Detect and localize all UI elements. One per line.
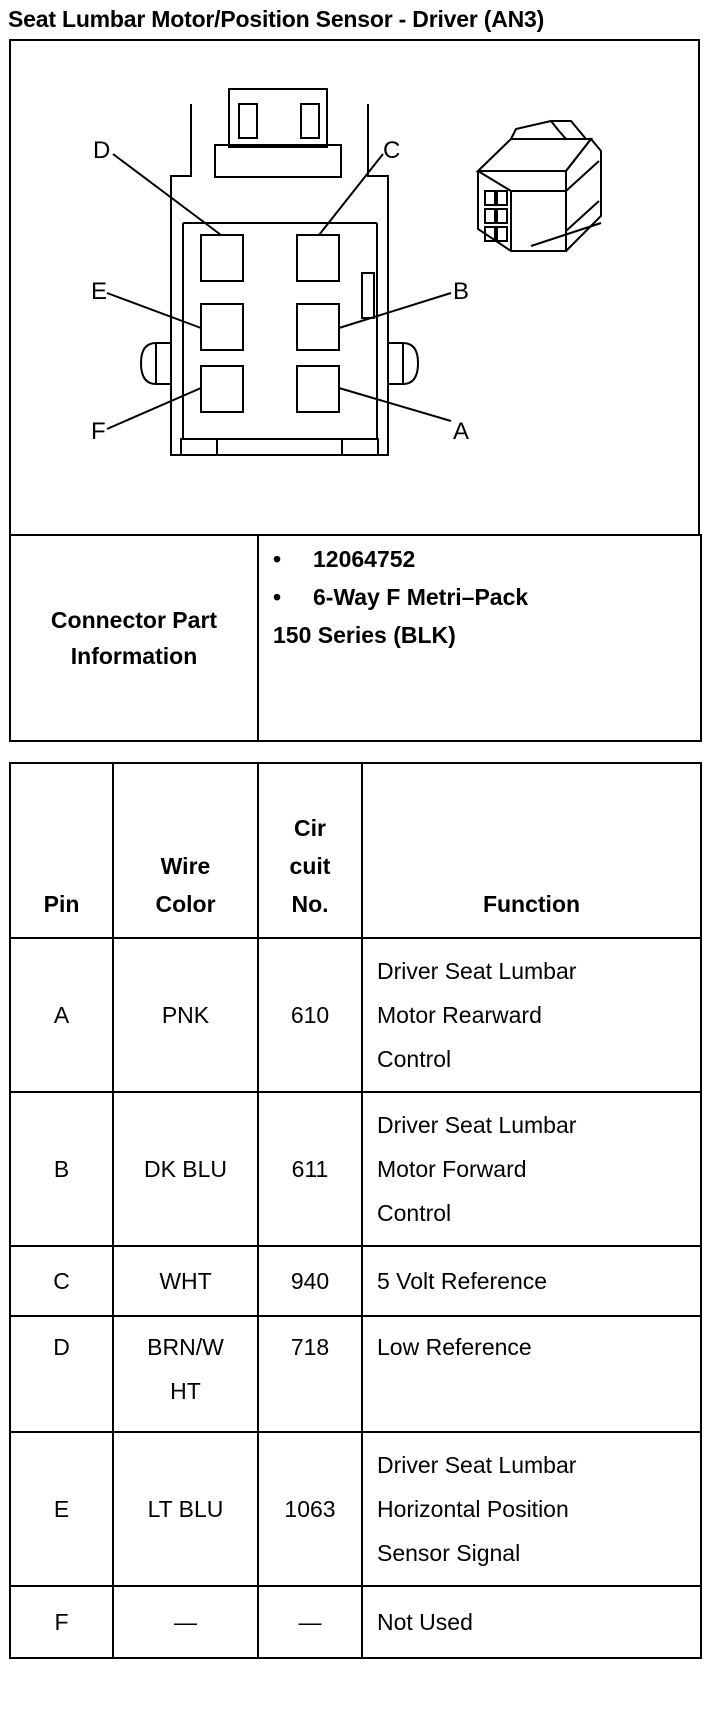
pin-label-e: E xyxy=(91,278,108,305)
table-row xyxy=(10,1316,701,1432)
wire-color-cell: — xyxy=(113,1586,258,1658)
pin-label-f: F xyxy=(91,418,106,445)
table-row xyxy=(10,938,701,1092)
pinout-table xyxy=(9,762,702,1659)
cavity-a xyxy=(297,366,339,412)
circuit-cell: — xyxy=(258,1586,362,1658)
circuit-cell: 1063 xyxy=(258,1432,362,1586)
function-cell: Driver Seat Lumbar Motor Forward Control xyxy=(362,1092,701,1246)
connector-part-label: Connector Part Information xyxy=(10,535,258,741)
pin-label-a: A xyxy=(453,418,470,445)
header-circuit-no: Cir cuit No. xyxy=(258,763,362,938)
connector-type: • 6-Way F Metri–Pack xyxy=(273,584,529,610)
wire-color-cell: PNK xyxy=(113,938,258,1092)
wire-color-cell: BRN/W HT xyxy=(113,1316,258,1432)
pinout-header-row xyxy=(10,763,701,938)
page-title: Seat Lumbar Motor/Position Sensor - Driver (AN3) xyxy=(8,6,545,32)
connector-part-value xyxy=(258,535,701,741)
wire-color-cell: LT BLU xyxy=(113,1432,258,1586)
pin-cell: F xyxy=(10,1586,113,1658)
pin-cell: B xyxy=(10,1092,113,1246)
header-function: Function xyxy=(362,763,701,938)
cavity-c xyxy=(297,235,339,281)
pin-cell: A xyxy=(10,938,113,1092)
cavity-b xyxy=(297,304,339,350)
pin-cell: C xyxy=(10,1246,113,1316)
pin-label-b: B xyxy=(453,278,470,305)
connector-face-view xyxy=(11,41,698,536)
function-cell: 5 Volt Reference xyxy=(362,1246,701,1316)
table-row xyxy=(10,1246,701,1316)
cavity-d xyxy=(201,235,243,281)
wire-color-cell: WHT xyxy=(113,1246,258,1316)
pin-label-c: C xyxy=(383,137,401,164)
cavity-f xyxy=(201,366,243,412)
table-row xyxy=(10,1092,701,1246)
circuit-cell: 940 xyxy=(258,1246,362,1316)
connector-iso-view xyxy=(478,121,601,251)
connector-info-table xyxy=(9,534,702,742)
circuit-cell: 610 xyxy=(258,938,362,1092)
connector-sheet xyxy=(9,39,700,1720)
function-cell: Driver Seat Lumbar Motor Rearward Control xyxy=(362,938,701,1092)
function-cell: Not Used xyxy=(362,1586,701,1658)
connector-diagram xyxy=(9,39,700,536)
circuit-cell: 611 xyxy=(258,1092,362,1246)
pin-cell: E xyxy=(10,1432,113,1586)
function-cell: Driver Seat Lumbar Horizontal Position Sensor Signal xyxy=(362,1432,701,1586)
function-cell: Low Reference xyxy=(362,1316,701,1432)
connector-series: 150 Series (BLK) xyxy=(273,622,456,648)
pin-cell: D xyxy=(10,1316,113,1432)
header-wire-color: Wire Color xyxy=(113,763,258,938)
wire-color-cell: DK BLU xyxy=(113,1092,258,1246)
cavity-e xyxy=(201,304,243,350)
table-row xyxy=(10,1586,701,1658)
table-row xyxy=(10,1432,701,1586)
pin-label-d: D xyxy=(93,137,111,164)
header-pin: Pin xyxy=(10,763,113,938)
circuit-cell: 718 xyxy=(258,1316,362,1432)
part-number: • 12064752 xyxy=(273,546,416,572)
